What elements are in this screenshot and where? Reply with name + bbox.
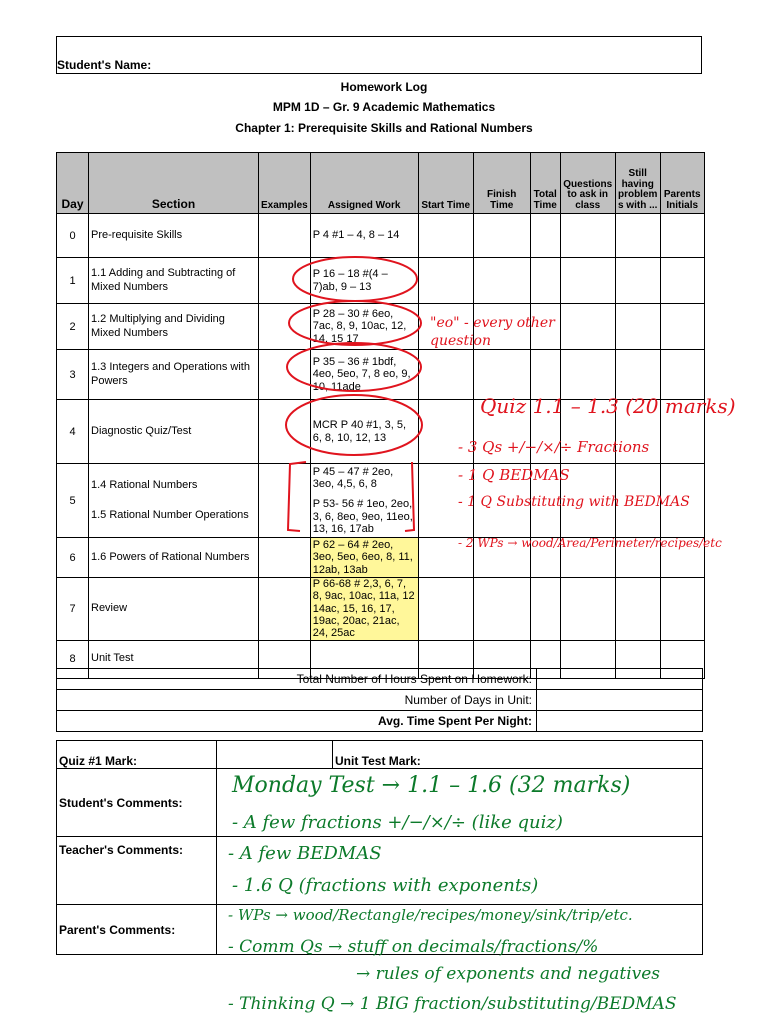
- annot-quiz-q2: - 1 Q BEDMAS: [458, 466, 570, 484]
- annot-16q: - 1.6 Q (fractions with exponents): [232, 875, 539, 896]
- col-assigned-work: Assigned Work: [310, 153, 418, 214]
- row-day: 6: [57, 538, 89, 578]
- chapter-title: Chapter 1: Prerequisite Skills and Rational Numbers: [235, 121, 533, 135]
- row-day: 8: [57, 640, 89, 678]
- row-day: 7: [57, 578, 89, 641]
- annot-quiz-q3: - 1 Q Substituting with BEDMAS: [458, 494, 690, 510]
- bracket-day5b-icon: [405, 462, 414, 531]
- course-title: MPM 1D – Gr. 9 Academic Mathematics: [272, 100, 496, 114]
- annot-quiz-q1: - 3 Qs +/−/×/÷ Fractions: [458, 438, 650, 456]
- student-name-label: Student's Name:: [57, 58, 152, 72]
- row-section: Pre-requisite Skills: [89, 214, 259, 258]
- avg-time-label: Avg. Time Spent Per Night:: [57, 711, 537, 732]
- row-assigned-work: P 16 – 18 #(4 – 7)ab, 9 – 13: [310, 258, 418, 304]
- bracket-day5-icon: [288, 462, 306, 531]
- circle-day1-icon: [293, 257, 417, 301]
- row-section: 1.3 Integers and Operations with Powers: [89, 350, 259, 400]
- row-section: 1.2 Multiplying and Dividing Mixed Numbers: [89, 304, 259, 350]
- row-day: 3: [57, 350, 89, 400]
- row-work-a: P 45 – 47 # 2eo, 3eo, 4,5, 6, 8: [312, 465, 394, 491]
- log-title: Homework Log: [340, 80, 428, 94]
- row-assigned-work: P 35 – 36 # 1bdf, 4eo, 5eo, 7, 8 eo, 9, 10, 11ade: [310, 350, 418, 400]
- row-section: Diagnostic Quiz/Test: [89, 400, 259, 464]
- annot-wps: - WPs → wood/Rectangle/recipes/money/sink/trip/etc.: [228, 906, 633, 924]
- row-assigned-work: MCR P 40 #1, 3, 5, 6, 8, 10, 12, 13: [310, 400, 418, 464]
- teacher-comments-label: Teacher's Comments:: [57, 837, 217, 905]
- circle-day2-icon: [289, 301, 421, 345]
- row-section-a: 1.4 Rational Numbers: [91, 479, 198, 492]
- annot-exponents: → rules of exponents and negatives: [356, 964, 661, 984]
- annot-quiz: Quiz 1.1 – 1.3 (20 marks): [480, 394, 736, 418]
- col-start-time: Start Time: [418, 153, 473, 214]
- annot-quiz-q4: - 2 WPs → wood/Area/Perimeter/recipes/etc: [458, 536, 722, 550]
- row-section: 1.6 Powers of Rational Numbers: [89, 538, 259, 578]
- row-day: 2: [57, 304, 89, 350]
- row-section-b: 1.5 Rational Number Operations: [91, 508, 249, 521]
- col-section: Section: [89, 153, 259, 214]
- col-total-time: Total Time: [530, 153, 560, 214]
- annot-bedmas: - A few BEDMAS: [228, 843, 382, 864]
- annot-monday-test: Monday Test → 1.1 – 1.6 (32 marks): [232, 773, 631, 798]
- row-assigned-work: P 66-68 # 2,3, 6, 7, 8, 9ac, 10ac, 11a, 12 14ac, 15, 16, 17, 19ac, 20ac, 21ac, 24, 25ac: [310, 578, 418, 641]
- row-section: 1.1 Adding and Subtracting of Mixed Numbers: [89, 258, 259, 304]
- row-assigned-work: P 4 #1 – 4, 8 – 14: [310, 214, 418, 258]
- annot-fractions: - A few fractions +/−/×/÷ (like quiz): [232, 812, 563, 833]
- row-assigned-work: P 62 – 64 # 2eo, 3eo, 5eo, 6eo, 8, 11, 12ab, 13ab: [310, 538, 418, 578]
- row-day: 5: [57, 464, 89, 538]
- col-finish-time: Finish Time: [473, 153, 530, 214]
- row-section: Review: [89, 578, 259, 641]
- row-section: Unit Test: [89, 640, 259, 678]
- annot-eo-definition: "eo" - every other question: [430, 315, 555, 350]
- circle-day3-icon: [287, 343, 421, 391]
- row-day: 0: [57, 214, 89, 258]
- parent-comments-label: Parent's Comments:: [57, 905, 217, 955]
- col-questions: Questions to ask in class: [560, 153, 615, 214]
- row-day: 4: [57, 400, 89, 464]
- col-parents-initials: Parents Initials: [660, 153, 704, 214]
- col-still-problems: Still having problem s with ...: [615, 153, 660, 214]
- col-examples: Examples: [259, 153, 311, 214]
- num-days-label: Number of Days in Unit:: [57, 690, 537, 711]
- row-day: 1: [57, 258, 89, 304]
- row-assigned-work: P 28 – 30 # 6eo, 7ac, 8, 9, 10ac, 12, 14, 15 17: [310, 304, 418, 350]
- student-comments-label: Student's Comments:: [57, 769, 217, 837]
- circle-day4-icon: [286, 395, 422, 455]
- row-work-b: P 53- 56 # 1eo, 2eo, 3, 6, 8eo, 9eo, 11eo, 13, 16, 17ab: [312, 498, 413, 535]
- col-day: Day: [57, 153, 89, 214]
- annot-comm-qs: - Comm Qs → stuff on decimals/fractions/%: [228, 937, 599, 957]
- unit-test-mark-label: Unit Test Mark:: [333, 741, 703, 769]
- total-hours-label: Total Number of Hours Spent on Homework:: [57, 669, 537, 690]
- annot-thinking-q: - Thinking Q → 1 BIG fraction/substituting/BEDMAS: [228, 994, 677, 1014]
- quiz-mark-label: Quiz #1 Mark:: [57, 741, 217, 769]
